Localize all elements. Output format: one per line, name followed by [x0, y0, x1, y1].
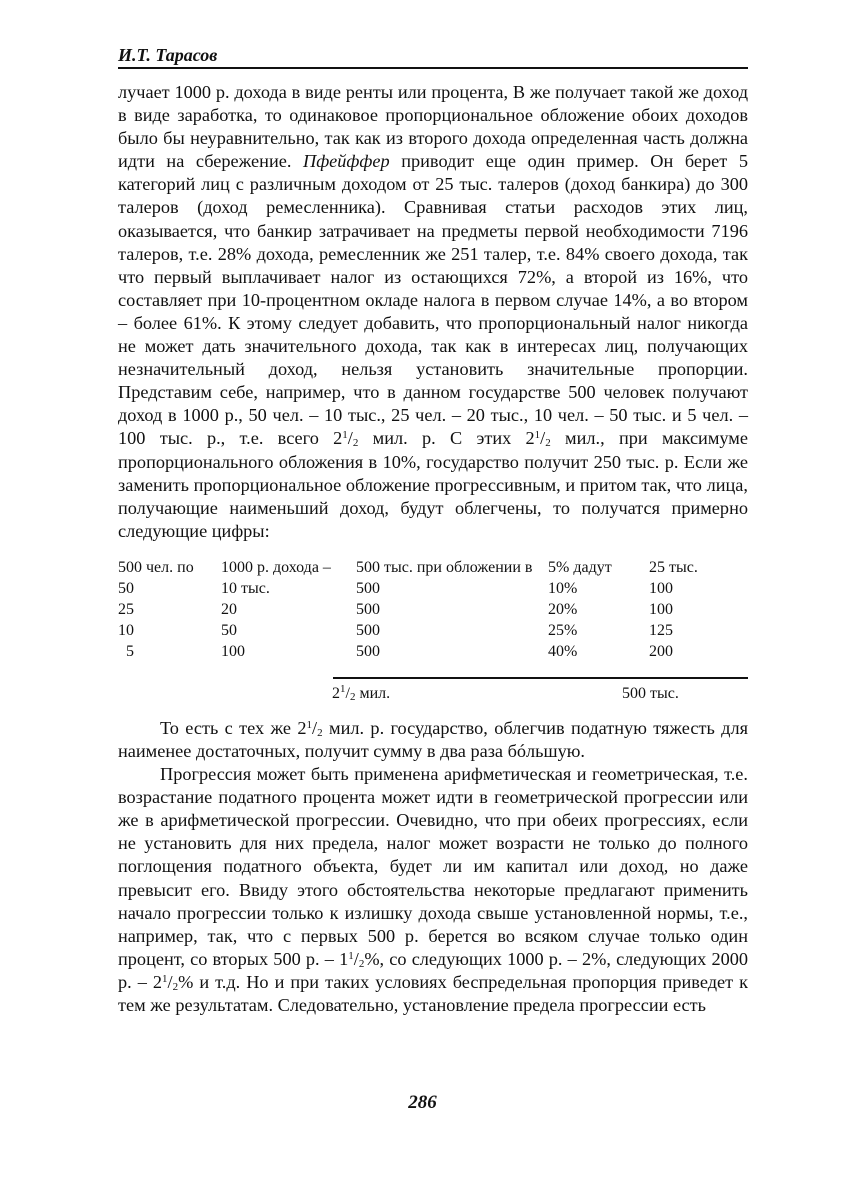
fraction: $2^1/_2$	[525, 428, 551, 450]
table-row	[118, 559, 748, 579]
running-title: И.Т. Тарасов	[118, 45, 218, 65]
text-run: приводит еще один пример. Он берет 5 категорий лиц с различным доходом от 25 тыс. талеров (доход банкира) до 300 талеров (доход ремесленника). Сравнивая статьи расходов этих лиц, оказывается, что банкир затрачивает на предметы первой необходимости 7196 талеров, т.е. 28% дохода, ремесленник же 251 талер, т.е. 84% своего дохода, так что первый выплачивает налог из остающихся 72%, а второй из 16%, что составляет при 10-процентном окладе налога в первом случае 14%, а во втором – более 61%. К этому следует добавить, что пропорциональный налог никогда не может дать значительного дохода, так как в интересах лиц, получающих незначительный доход, нельзя установить значительные пропорции. Представим себе, например, что в данном государстве 500 человек получают доход в 1000 р., 50 чел. – 10 тыс., 25 чел. – 20 тыс., 10 чел. – 50 тыс. и 5 чел. – 100 тыс. р., т.е. всего	[118, 151, 748, 449]
table-cell: 100	[649, 600, 673, 618]
total-left: $2^1/_2$ мил.	[332, 682, 391, 703]
author-name: Пфейффер	[303, 151, 390, 172]
table-cell: 125	[649, 621, 673, 639]
paragraph-1	[118, 81, 748, 543]
table-cell: 10 тыс.	[221, 579, 270, 597]
fraction: $2^1/_2$	[152, 971, 179, 993]
fraction: $2^1/_2$	[333, 428, 359, 450]
table-row	[118, 622, 748, 642]
table-cell: 25 тыс.	[649, 558, 698, 576]
table-cell: 100	[221, 642, 245, 660]
text-run: мил., при максимуме пропорционального обложения в 10%, государство получит 250 тыс. р. Если же заменить пропорциональное обложение прогрессивным, и притом так, что лица, получающие наименьший доход, будут облегчены, то получатся примерно следующие цифры:	[118, 428, 748, 541]
table-cell: 500	[356, 579, 380, 597]
table-cell: 500	[356, 621, 380, 639]
table-cell: 5% дадут	[548, 558, 612, 576]
tax-table	[118, 559, 748, 711]
table-cell: 40%	[548, 642, 578, 660]
table-row	[118, 601, 748, 621]
text-run: мил. р. государство, облегчив податную тяжесть для наименее достаточных, получит сумму в два раза бóльшую.	[118, 717, 748, 761]
table-cell: 500 чел. по	[118, 558, 194, 576]
table-cell: 25%	[548, 621, 578, 639]
table-cell: 20%	[548, 600, 578, 618]
page-number: 286	[408, 1092, 437, 1113]
text-run: Прогрессия может быть применена арифметическая и геометрическая, т.е. возрастание податного процента может идти в геометрической прогрессии или же в арифметической прогрессии. Очевидно, что при обеих прогрессиях, если не установить для них предела, налог может возрасти не только до полного поглощения податного объекта, будет ли им капитал или доход, но даже превысит его. Ввиду этого обстоятельства некоторые предлагают применить начало прогрессии только к излишку дохода свыше установленной нормы, т.е., например, так, что с первых 500 р. берется во всяком случае только один процент, со вторых 500 р. –	[118, 764, 748, 969]
table-cell: 5	[126, 642, 134, 660]
table-cell: 25	[118, 600, 134, 618]
paragraph-3	[118, 763, 748, 1017]
table-cell: 20	[221, 600, 237, 618]
fraction: $2^1/_2$	[297, 717, 323, 739]
table-cell: 500 тыс. при обложении в	[356, 558, 533, 576]
table-row	[118, 643, 748, 663]
table-cell: 1000 р. дохода –	[221, 558, 331, 576]
table-cell: 500	[356, 642, 380, 660]
table-cell: 10%	[548, 579, 578, 597]
totals-row	[118, 682, 748, 707]
table-row	[118, 580, 748, 600]
table-cell: 100	[649, 579, 673, 597]
text-run: лучает 1000 р. дохода в виде ренты или процента, В же получает такой же доход в виде заработка, то одинаковое пропорциональное обложение обоих доходов было бы неуравнительно, так как из второго дохода определенная часть должна идти на сбережение.	[118, 82, 748, 172]
paragraph-2	[118, 717, 748, 763]
text-run: мил. р. С этих	[358, 428, 526, 449]
table-cell: 10	[118, 621, 134, 639]
text-run: % и т.д. Но и при таких условиях беспредельная пропорция приведет к тем же результатам. Следовательно, установление предела прогрессии есть	[118, 971, 748, 1015]
book-page	[118, 44, 748, 1017]
running-header	[118, 44, 748, 69]
table-cell: 50	[221, 621, 237, 639]
table-cell: 50	[118, 579, 134, 597]
text-run: То есть с тех же	[160, 717, 298, 738]
fraction: $1^1/_2$	[339, 948, 365, 970]
table-cell: 200	[649, 642, 673, 660]
text-run: %, со следующих 1000 р. – 2%, следующих 2000 р. –	[118, 948, 749, 992]
total-right: 500 тыс.	[622, 684, 679, 702]
totals-rule	[333, 677, 748, 679]
table-cell: 500	[356, 600, 380, 618]
